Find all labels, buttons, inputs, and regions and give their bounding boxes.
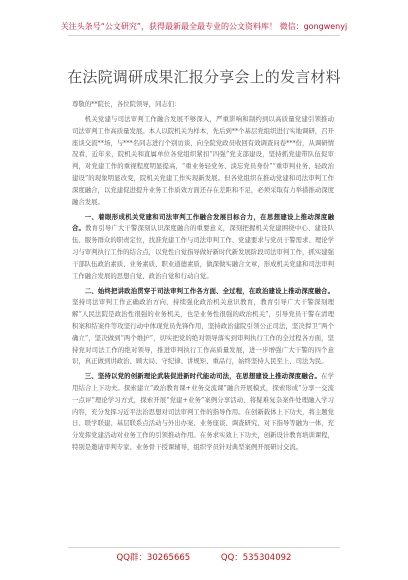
section-paragraph [72, 212, 334, 283]
section-body: 坚持司法审判工作正确政治方向，持续强化政治机关意识教育，教育引导广大干警深刻理解“人民法院是政治性很强的业务机关，也是业务性很强的政治机关”，引导党员干警在清理积案和结案件等攻坚行动中体现党员先锋作用，坚持政治建院引领公正司法，坚决捍卫“两个确立”，坚决做到“两个维护”，切实把党的绝对领导落实到审判执行工作的全过程各方面，坚持党对司法工作的绝对领导，推进审判执行工作高质量发展，进一步增强广大干警的四个意识，真正做到讲政治、顾大局、守纪律、讲规矩、重品行，始终坚持人民至上、司法为民。 [72, 298, 334, 366]
document-body [72, 99, 334, 454]
document-title: 在法院调研成果汇报分享会上的发言材料 [67, 68, 341, 86]
section-paragraph [72, 371, 334, 454]
section-body: 在学用结合上下功夫。探索建立“政治教育课+业务交流课”融合开展模式，探索形成“分享一交流一点评”理论学习方式，探索开展“党建+业务”案例分享活动，将疑难复杂案件处理融入学习内容，充分发挥习近平法治思想对司法审判工作的指导作用。在创新载体上下功夫，将主题党日、联学联建、基层联系点活动与外出办案、业务座谈、调查研究、对下指导等融为一体，充分发挥党建活动对业务工作的引领推动作用。在务求实效上下功夫，创新设计教育培训课程，特别是邀请审判专家、业务骨干授课辅导，组织学员针对典型案例开展研讨交流。 [72, 372, 335, 452]
footer-divider [68, 547, 340, 548]
section-paragraph [72, 286, 334, 369]
qq-group-text: QQ群：30265665 [116, 553, 191, 563]
salutation: 尊敬的**院长，各位院领导，同志们： [72, 100, 181, 108]
contact-footer [0, 551, 408, 563]
promo-banner: 关注头条号“公文研究”，获得最新最全最专业的公文资料库！ 微信：gongwenyj [60, 22, 348, 31]
section-heading: 三、坚持以党的创新理论武装促进新时代能动司法，在思想建设上推动深度融合。 [84, 372, 322, 381]
qq-text: QQ：535304092 [220, 553, 292, 563]
section-body: 教育引导广大干警深刻认识深度融合的重要意义，深刻把握机关党建围绕中心、建设队伍、服务群众的职责定位，找准党建工作与司法审判工作、党建要求与党员干警需求、理论学习与审判执行工作的结合点，以党性自觉指导做好新时代新发展阶段司法审判工作，抓实建强干部队伍政治素质、业务素质、职业道德素质，做深做实融合文章，形成机关党建和司法审判工作融合发展的思想自觉、政治自觉和行动自觉。 [72, 224, 335, 280]
section-heading: 一、着眼形成机关党建和司法审判工作融合发展目标合力，在思想建设上推动深度融合。 [72, 212, 334, 233]
intro-paragraph: 机关党建与司法审判工作融合发展不够深入，严重影响和制约到以高质量党建引领推动司法审判工作高质量发展。本人以院机关为样本，先后到**个基层党组织进行实地调研，召开座谈交流**场，与***名同志进行个别访谈，向全院党政员收回有效调查问卷***份，从调研情况看，近年来，院机关和直属单位各党组织紧扣“四强”党支部建设，坚持抓党建带队伍促审判，对党建工作的重视程度明显提高，“重业务轻党务、淡忘党员身份”“重审判业务、轻政治建设”的现象明显改变，院机关党建工作实现新发展。但各党组织在推动党建和司法审判工作深度融合，以党建促进提升业务工作质效方面还存在差距和不足，必须采取有力举措推动深度融合发展。 [72, 114, 335, 206]
section-heading: 二、始终把讲政治贯穿于司法审判工作各方面、全过程，在政治建设上推动深度融合。 [84, 286, 334, 295]
header-divider [68, 35, 340, 36]
